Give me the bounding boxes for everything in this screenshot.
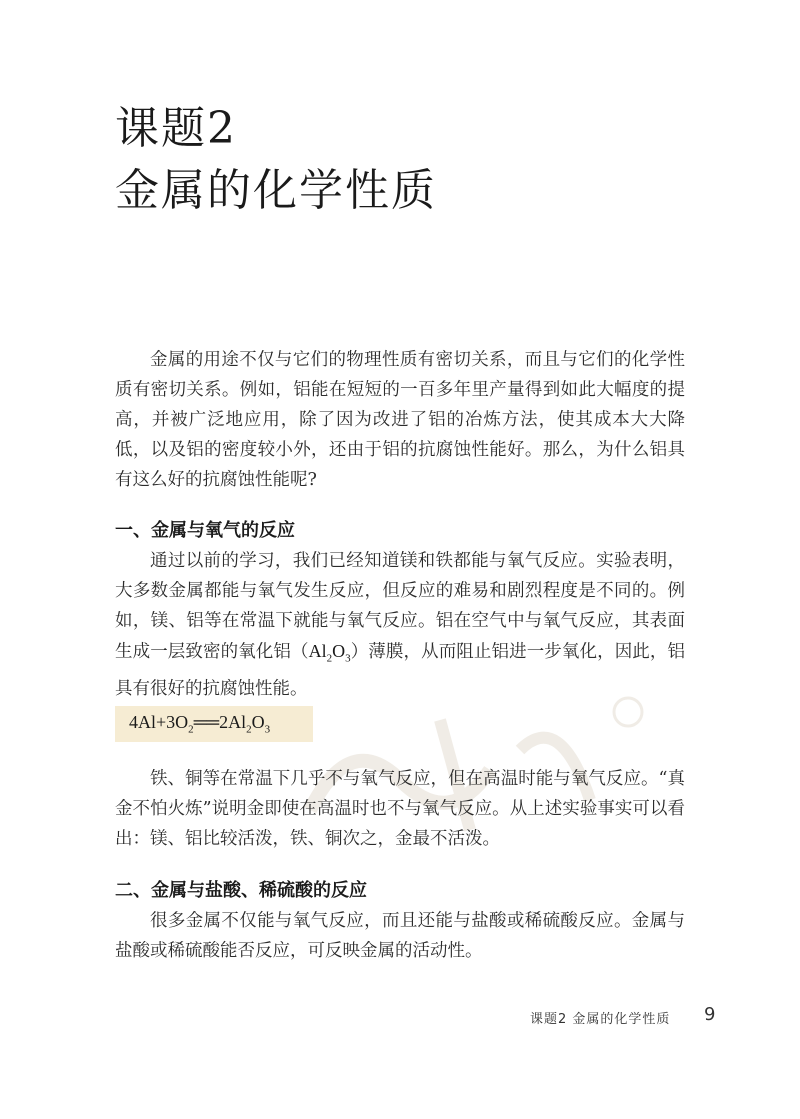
page-title xyxy=(115,98,437,222)
title-line-1: 课题2 xyxy=(115,103,237,154)
page-number: 9 xyxy=(704,1004,716,1025)
section-1-paragraph-1 xyxy=(115,546,685,704)
paragraph-1-text-before: 通过以前的学习，我们已经知道镁和铁都能与氧气反应。实验表明，大多数金属都能与氧气发生反应，但反应的难易和剧烈程度是不同的。例如，镁、铝等在常温下就能与氧气反应。铝在空气中与氧气反应，其表面生成一层致密的氧化铝（ xyxy=(115,551,685,662)
footer-running-title: 课题2 金属的化学性质 xyxy=(530,1012,671,1027)
alumina-formula: $Al_2O_3$ xyxy=(308,641,351,665)
oxidation-equation: $4Al+3O_2══2Al_2O_3$ xyxy=(129,712,271,736)
oxidation-equation-box xyxy=(115,706,313,742)
section-1-heading: 一、金属与氧气的反应 xyxy=(115,520,295,541)
intro-paragraph: 金属的用途不仅与它们的物理性质有密切关系，而且与它们的化学性质有密切关系。例如，铝能在短短的一百多年里产量得到如此大幅度的提高，并被广泛地应用，除了因为改进了铝的冶炼方法，使其成本大大降低，以及铝的密度较小外，还由于铝的抗腐蚀性能好。那么，为什么铝具有这么好的抗腐蚀性能呢? xyxy=(115,350,685,490)
paragraph-1-text-after: ）薄膜，从而阻止铝进一步氧化，因此，铝具有很好的抗腐蚀性能。 xyxy=(115,642,686,699)
section-1-paragraph-2: 铁、铜等在常温下几乎不与氧气反应，但在高温时能与氧气反应。“真金不怕火炼”说明金即使在高温时也不与氧气反应。从上述实验事实可以看出：镁、铝比较活泼，铁、铜次之，金最不活泼。 xyxy=(115,769,685,849)
title-line-2: 金属的化学性质 xyxy=(115,165,437,216)
section-2-heading: 二、金属与盐酸、稀硫酸的反应 xyxy=(115,880,367,901)
section-2-paragraph: 很多金属不仅能与氧气反应，而且还能与盐酸或稀硫酸反应。金属与盐酸或稀硫酸能否反应，可反映金属的活动性。 xyxy=(115,911,685,961)
